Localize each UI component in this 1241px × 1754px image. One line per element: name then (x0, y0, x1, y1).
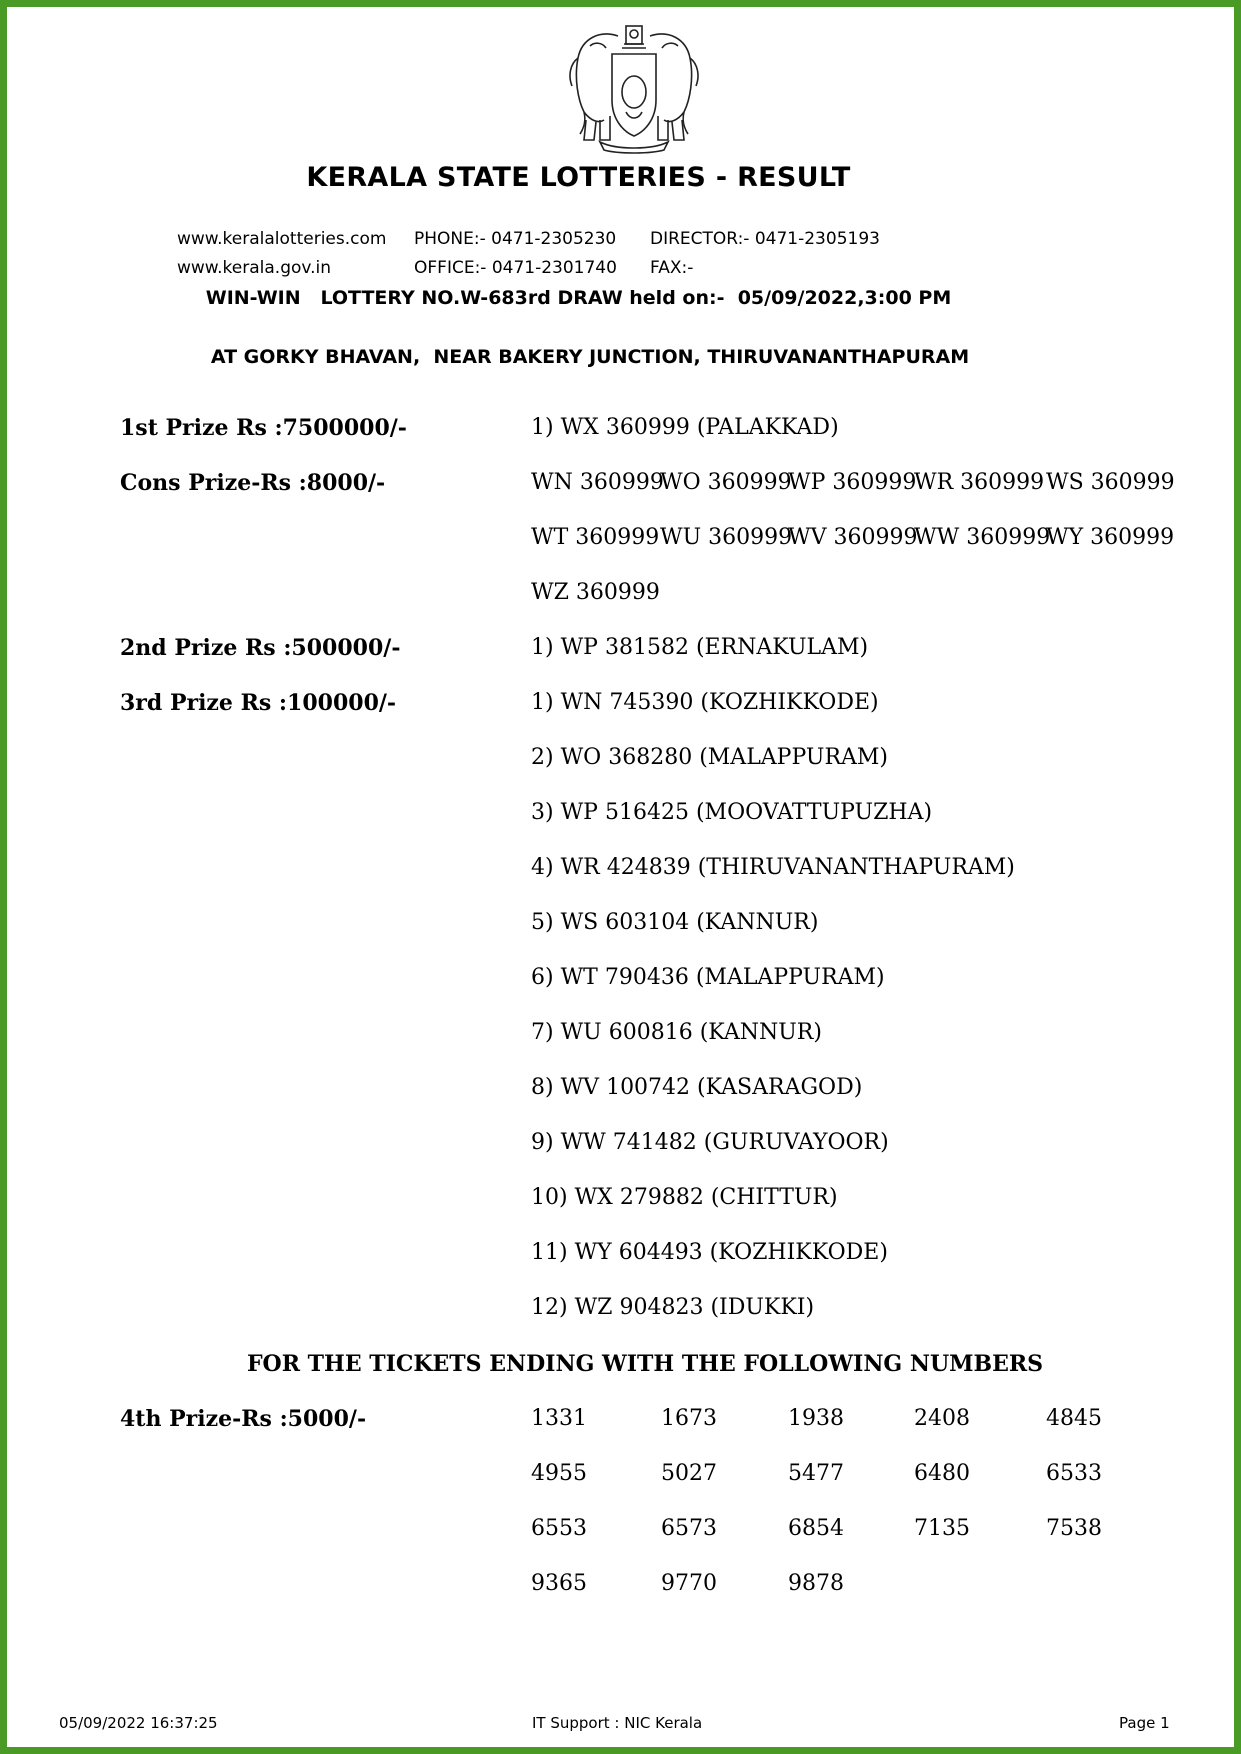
first-prize-winner: 1) WX 360999 (PALAKKAD) (531, 415, 839, 440)
fourth-prize-number: 4845 (1046, 1406, 1102, 1431)
second-prize-winner: 1) WP 381582 (ERNAKULAM) (531, 635, 869, 660)
fourth-prize-number: 7538 (1046, 1516, 1102, 1541)
third-prize-winner: 1) WN 745390 (KOZHIKKODE) (531, 690, 879, 715)
cons-ticket: WW 360999 (914, 525, 1051, 550)
third-prize-winner: 2) WO 368280 (MALAPPURAM) (531, 745, 889, 770)
fourth-prize-label: 4th Prize-Rs :5000/- (120, 1406, 367, 1432)
phone-number: PHONE:- 0471-2305230 (414, 229, 617, 249)
cons-ticket: WN 360999 (531, 470, 664, 495)
cons-ticket: WP 360999 (788, 470, 917, 495)
fourth-prize-number: 9365 (531, 1571, 587, 1596)
cons-ticket: WO 360999 (660, 470, 792, 495)
third-prize-winner: 4) WR 424839 (THIRUVANANTHAPURAM) (531, 855, 1015, 880)
third-prize-label: 3rd Prize Rs :100000/- (120, 690, 397, 716)
fourth-prize-number: 5477 (788, 1461, 844, 1486)
footer-timestamp: 05/09/2022 16:37:25 (59, 1714, 218, 1732)
fourth-prize-number: 7135 (914, 1516, 970, 1541)
third-prize-winner: 11) WY 604493 (KOZHIKKODE) (531, 1240, 888, 1265)
cons-ticket: WV 360999 (788, 525, 918, 550)
cons-ticket: WZ 360999 (531, 580, 660, 605)
cons-ticket: WU 360999 (660, 525, 793, 550)
fourth-prize-number: 6480 (914, 1461, 970, 1486)
ending-numbers-heading: FOR THE TICKETS ENDING WITH THE FOLLOWING NUMBERS (246, 1351, 1044, 1377)
footer-support: IT Support : NIC Kerala (532, 1714, 703, 1732)
cons-ticket: WS 360999 (1046, 470, 1175, 495)
third-prize-winner: 5) WS 603104 (KANNUR) (531, 910, 819, 935)
third-prize-winner: 10) WX 279882 (CHITTUR) (531, 1185, 838, 1210)
cons-prize-label: Cons Prize-Rs :8000/- (120, 470, 386, 496)
venue: AT GORKY BHAVAN, NEAR BAKERY JUNCTION, THIRUVANANTHAPURAM (210, 346, 970, 368)
fourth-prize-number: 2408 (914, 1406, 970, 1431)
fourth-prize-number: 4955 (531, 1461, 587, 1486)
third-prize-winner: 3) WP 516425 (MOOVATTUPUZHA) (531, 800, 933, 825)
fourth-prize-number: 1331 (531, 1406, 587, 1431)
fourth-prize-number: 6573 (661, 1516, 717, 1541)
cons-ticket: WT 360999 (531, 525, 660, 550)
office-number: OFFICE:- 0471-2301740 (414, 258, 617, 278)
first-prize-label: 1st Prize Rs :7500000/- (120, 415, 407, 441)
cons-ticket: WR 360999 (914, 470, 1045, 495)
fourth-prize-number: 6553 (531, 1516, 587, 1541)
third-prize-winner: 8) WV 100742 (KASARAGOD) (531, 1075, 863, 1100)
footer-page-number: Page 1 (1119, 1714, 1170, 1732)
fourth-prize-number: 6533 (1046, 1461, 1102, 1486)
fourth-prize-number: 9878 (788, 1571, 844, 1596)
gov-website-link[interactable]: www.kerala.gov.in (177, 258, 332, 278)
page-title: KERALA STATE LOTTERIES - RESULT (306, 162, 851, 193)
second-prize-label: 2nd Prize Rs :500000/- (120, 635, 401, 661)
fourth-prize-number: 1938 (788, 1406, 844, 1431)
fourth-prize-number: 9770 (661, 1571, 717, 1596)
fourth-prize-number: 6854 (788, 1516, 844, 1541)
third-prize-winner: 9) WW 741482 (GURUVAYOOR) (531, 1130, 889, 1155)
website-link[interactable]: www.keralalotteries.com (177, 229, 387, 249)
draw-info: WIN-WIN LOTTERY NO.W-683rd DRAW held on:- 05/09/2022,3:00 PM (205, 287, 952, 309)
kerala-emblem-icon (560, 16, 708, 154)
fourth-prize-number: 1673 (661, 1406, 717, 1431)
cons-ticket: WY 360999 (1046, 525, 1175, 550)
third-prize-winner: 12) WZ 904823 (IDUKKI) (531, 1295, 815, 1320)
third-prize-winner: 6) WT 790436 (MALAPPURAM) (531, 965, 885, 990)
third-prize-winner: 7) WU 600816 (KANNUR) (531, 1020, 822, 1045)
director-number: DIRECTOR:- 0471-2305193 (650, 229, 880, 249)
fourth-prize-number: 5027 (661, 1461, 717, 1486)
fax-number: FAX:- (650, 258, 694, 278)
